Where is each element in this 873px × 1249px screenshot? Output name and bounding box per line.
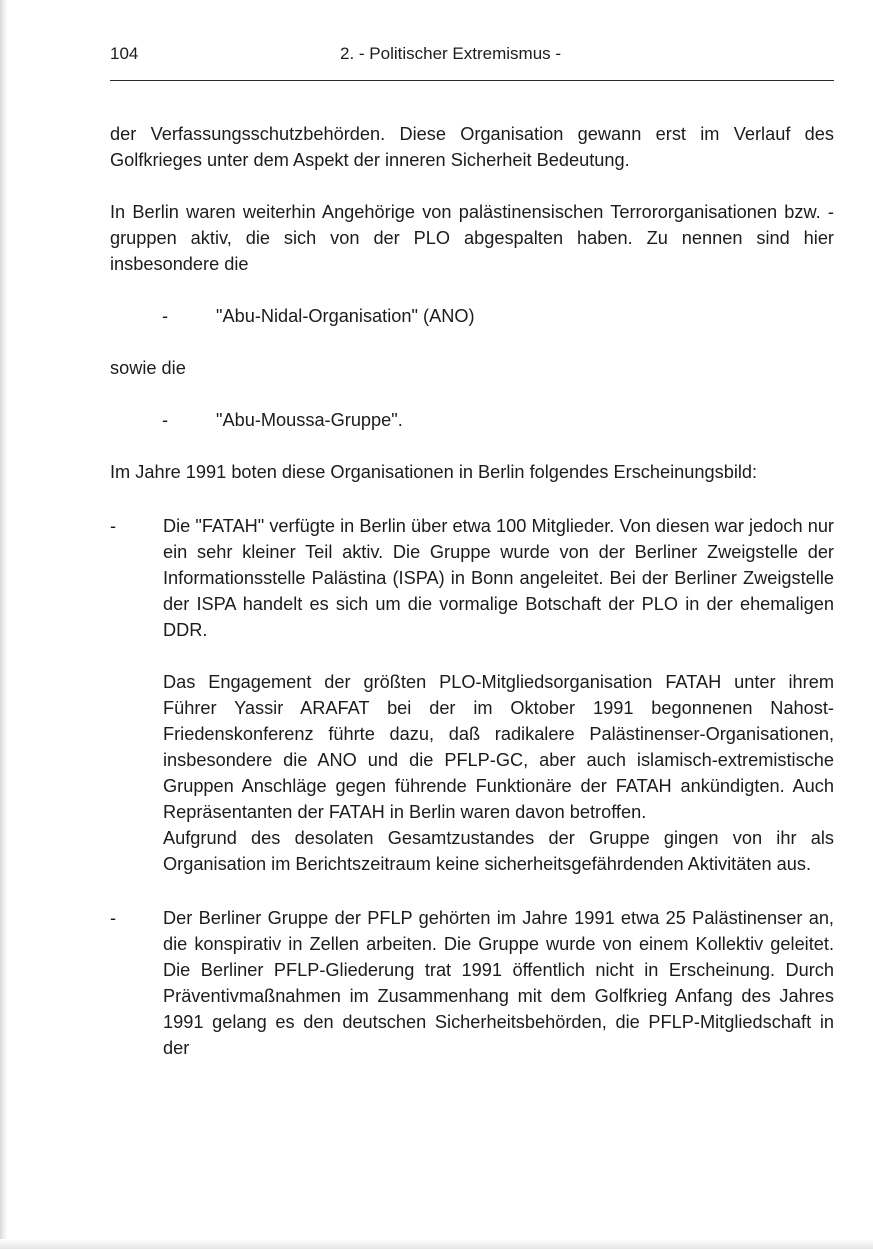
- list-item-abu-nidal: [110, 303, 834, 329]
- fatah-paragraph-1: Die "FATAH" verfügte in Berlin über etwa 100 Mitglieder. Von diesen war jedoch nur ein sehr kleiner Teil aktiv. Die Gruppe wurde von der Berliner Zweigstelle der Informationsstelle Palästina (ISPA) in Bonn angeleitet. Bei der Berliner Zweigstelle der ISPA handelt es sich um die vormalige Botschaft der PLO in der ehemaligen DDR.: [163, 516, 834, 640]
- dash-bullet: -: [110, 908, 117, 928]
- page-body: [110, 121, 834, 1061]
- list-item-abu-moussa: [110, 407, 834, 433]
- list-item-fatah: [110, 513, 834, 877]
- dash-bullet: -: [110, 516, 117, 536]
- fatah-paragraph-3: Aufgrund des desolaten Gesamtzustandes der Gruppe gingen von ihr als Organisation im Berichtszeitraum keine sicherheitsgefährdenden Aktivitäten aus.: [163, 828, 834, 874]
- page-number: 104: [110, 44, 139, 63]
- dash-bullet: -: [162, 306, 169, 326]
- org-name-abu-moussa: "Abu-Moussa-Gruppe".: [216, 410, 403, 430]
- header-rule: [110, 80, 834, 81]
- pflp-paragraph-1: Der Berliner Gruppe der PFLP gehörten im Jahre 1991 etwa 25 Palästinenser an, die konspirativ in Zellen arbeiten. Die Gruppe wurde von einem Kollektiv geleitet. Die Berliner PFLP-Gliederung trat 1991 öffentlich nicht in Erscheinung. Durch Präventivmaßnahmen im Zusammenhang mit dem Golfkrieg Anfang des Jahres 1991 gelang es den deutschen Sicherheitsbehörden, die PFLP-Mitgliedschaft in der: [163, 908, 834, 1058]
- scan-edge-bottom: [0, 1239, 873, 1249]
- paragraph-intro: der Verfassungsschutzbehörden. Diese Organisation gewann erst im Verlauf des Golfkrieges unter dem Aspekt der inneren Sicherheit Bedeutung.: [110, 124, 834, 170]
- fatah-paragraph-2: Das Engagement der größten PLO-Mitgliedsorganisation FATAH unter ihrem Führer Yassir ARAFAT bei der im Oktober 1991 begonnenen Nahost-Friedenskonferenz führte dazu, daß radikalere Palästinenser-Organisationen, insbesondere die ANO und die PFLP-GC, aber auch islamisch-extremistische Gruppen Anschläge gegen führende Funktionäre der FATAH ankündigten. Auch Repräsentanten der FATAH in Berlin waren davon betroffen.: [163, 672, 834, 822]
- paragraph-sowie: sowie die: [110, 358, 186, 378]
- page-header: [110, 44, 834, 74]
- org-name-abu-nidal: "Abu-Nidal-Organisation" (ANO): [216, 306, 475, 326]
- dash-bullet: -: [162, 410, 169, 430]
- list-item-pflp: [110, 905, 834, 1061]
- paragraph-organisations: In Berlin waren weiterhin Angehörige von palästinensischen Terrororganisationen bzw. -gruppen aktiv, die sich von der PLO abgespalten haben. Zu nennen sind hier insbesondere die: [110, 202, 834, 274]
- scan-edge-left: [0, 0, 8, 1249]
- running-head: 2. - Politischer Extremismus -: [340, 44, 562, 63]
- paragraph-erscheinungsbild: Im Jahre 1991 boten diese Organisationen in Berlin folgendes Erscheinungsbild:: [110, 462, 758, 482]
